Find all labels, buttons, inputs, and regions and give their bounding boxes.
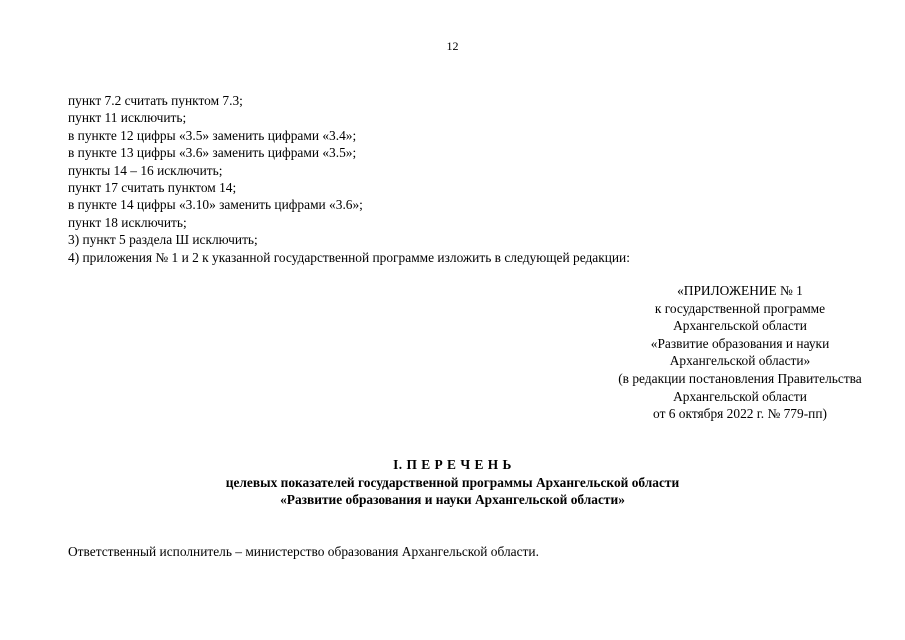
heading-subtitle: целевых показателей государственной программы Архангельской области: [225, 474, 680, 490]
appendix-line: (в редакции постановления Правительства: [618, 370, 862, 386]
appendix-line: к государственной программе: [654, 300, 826, 316]
amendment-line: пункт 17 считать пунктом 14;: [68, 179, 237, 195]
amendment-line: в пункте 14 цифры «3.10» заменить цифрами «3.6»;: [68, 197, 363, 213]
amendment-line: пункт 18 исключить;: [68, 214, 187, 230]
responsible-executor: Ответственный исполнитель – министерство образования Архангельской области.: [68, 544, 539, 559]
amendment-line: 3) пункт 5 раздела Ш исключить;: [68, 232, 258, 248]
appendix-line: Архангельской области: [673, 388, 807, 404]
appendix-line: Архангельской области: [673, 318, 807, 334]
appendix-line: Архангельской области»: [669, 353, 811, 369]
appendix-line: «ПРИЛОЖЕНИЕ № 1: [677, 283, 803, 298]
amendments-list: [68, 92, 848, 266]
section-heading: [0, 456, 905, 509]
amendment-line: 4) приложения № 1 и 2 к указанной государственной программе изложить в следующей редакции:: [68, 249, 630, 265]
amendment-line: в пункте 12 цифры «3.5» заменить цифрами «3.4»;: [68, 127, 357, 143]
heading-title: I. П Е Р Е Ч Е Н Ь: [393, 457, 512, 472]
appendix-header: [560, 282, 905, 423]
amendment-line: пункт 11 исключить;: [68, 110, 187, 126]
amendment-line: пункт 7.2 считать пунктом 7.3;: [68, 93, 243, 108]
page-number: 12: [446, 39, 459, 53]
appendix-line: «Развитие образования и науки: [650, 335, 830, 351]
amendment-line: в пункте 13 цифры «3.6» заменить цифрами «3.5»;: [68, 145, 357, 161]
heading-program-name: «Развитие образования и науки Архангельской области»: [280, 492, 625, 508]
appendix-line: от 6 октября 2022 г. № 779-пп): [653, 406, 827, 422]
amendment-line: пункты 14 – 16 исключить;: [68, 162, 223, 178]
